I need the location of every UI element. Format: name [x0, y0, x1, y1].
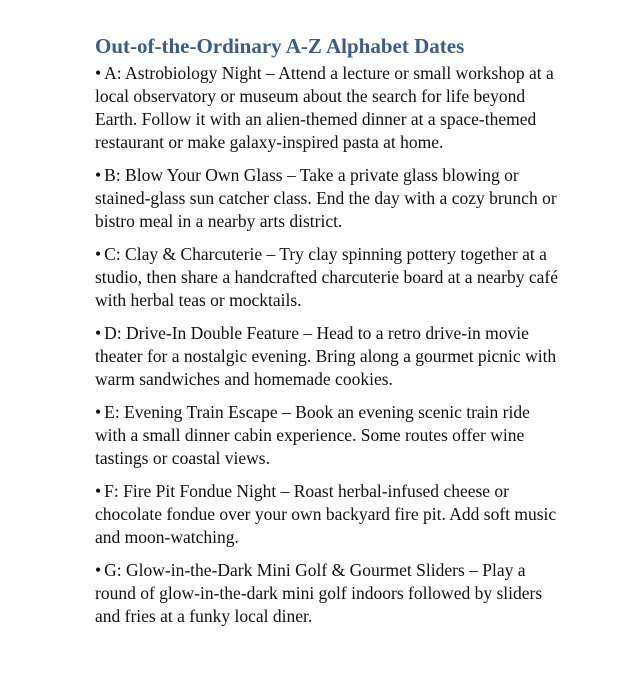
list-item-f — [95, 480, 565, 549]
document-title: Out-of-the-Ordinary A-Z Alphabet Dates — [95, 34, 465, 58]
bullet-icon: • — [95, 323, 102, 343]
list-item-e — [95, 401, 565, 470]
document-page — [95, 33, 565, 638]
list-item-a — [95, 62, 565, 154]
list-item-c — [95, 243, 565, 312]
bullet-icon: • — [95, 244, 102, 264]
list-item-d — [95, 322, 565, 391]
bullet-icon: • — [95, 560, 102, 580]
bullet-icon: • — [95, 481, 102, 501]
bullet-icon: • — [95, 165, 102, 185]
list-item-g — [95, 559, 565, 628]
list-item-text: C: Clay & Charcuterie – Try clay spinning pottery together at a studio, then share a handcrafted charcuterie board at a nearby café with herbal teas or mocktails. — [95, 244, 559, 310]
list-item-text: D: Drive-In Double Feature – Head to a retro drive-in movie theater for a nostalgic evening. Bring along a gourmet picnic with warm sandwiches and homemade cookies. — [95, 323, 557, 389]
date-ideas-list — [95, 62, 565, 628]
list-item-b — [95, 164, 565, 233]
list-item-text: F: Fire Pit Fondue Night – Roast herbal-infused cheese or chocolate fondue over your own backyard fire pit. Add soft music and moon-watching. — [95, 481, 557, 547]
bullet-icon: • — [95, 402, 102, 422]
list-item-text: G: Glow-in-the-Dark Mini Golf & Gourmet Sliders – Play a round of glow-in-the-dark mini golf indoors followed by sliders and fries at a funky local diner. — [95, 560, 543, 626]
bullet-icon: • — [95, 63, 102, 83]
list-item-text: E: Evening Train Escape – Book an evening scenic train ride with a small dinner cabin experience. Some routes offer wine tastings or coastal views. — [95, 402, 530, 468]
list-item-text: A: Astrobiology Night – Attend a lecture or small workshop at a local observatory or museum about the search for life beyond Earth. Follow it with an alien-themed dinner at a space-themed restaurant or make galaxy-inspired pasta at home. — [95, 63, 554, 152]
list-item-text: B: Blow Your Own Glass – Take a private glass blowing or stained-glass sun catcher class. End the day with a cozy brunch or bistro meal in a nearby arts district. — [95, 165, 557, 231]
